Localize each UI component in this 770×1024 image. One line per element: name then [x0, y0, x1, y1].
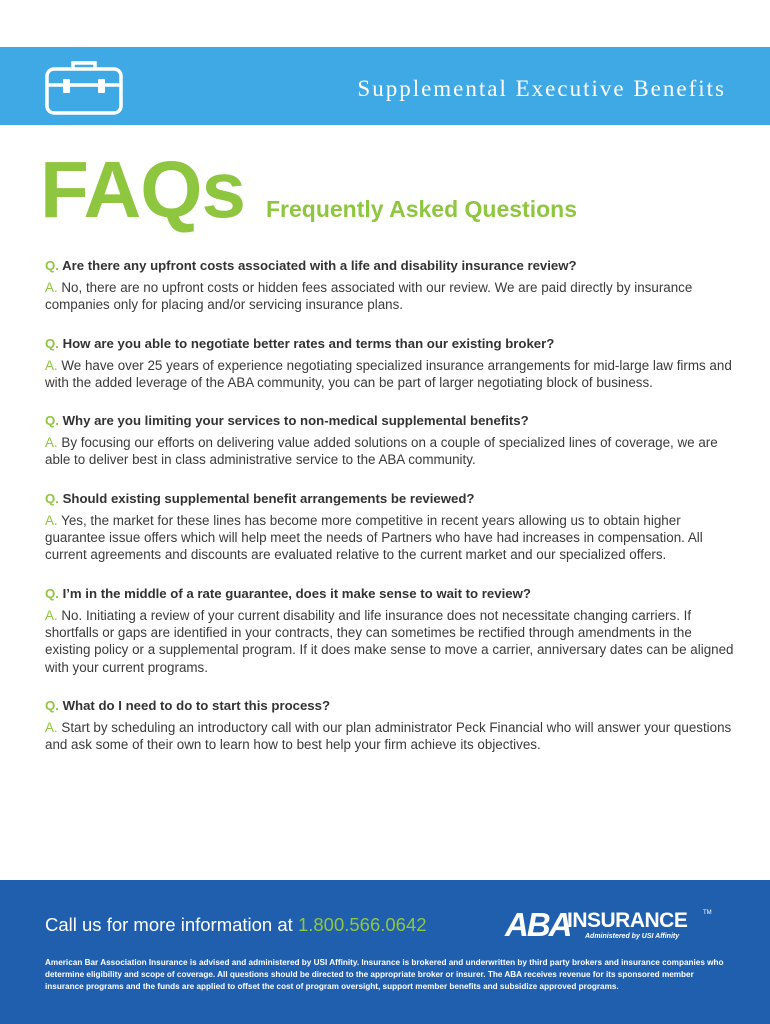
faq-answer [45, 434, 735, 469]
question-text: Are there any upfront costs associated with a life and disability insurance review? [62, 258, 577, 273]
faqs-subheading: Frequently Asked Questions [266, 196, 577, 222]
question-prefix: Q. [45, 490, 59, 506]
aba-logo-admin: Administered by USI Affinity [585, 933, 680, 940]
faq-answer [45, 719, 735, 754]
faq-answer [45, 512, 735, 564]
answer-text: Yes, the market for these lines has become more competitive in recent years allowing us to obtain higher guarantee issue offers which will help meet the needs of Partners who have had increases in compensation. All current agreements and discounts are evaluated relative to the current market and our specialized offers. [45, 512, 703, 563]
call-text: Call us for more information at [45, 914, 298, 935]
faq-answer [45, 357, 735, 392]
question-text: I’m in the middle of a rate guarantee, does it make sense to wait to review? [62, 585, 531, 601]
briefcase-icon [45, 59, 123, 115]
answer-prefix: A. [45, 435, 58, 451]
faqs-heading: FAQs [40, 145, 245, 234]
answer-prefix: A. [45, 280, 58, 295]
faq-question [45, 585, 735, 602]
aba-logo-tm: TM [703, 910, 712, 916]
question-prefix: Q. [45, 413, 59, 429]
answer-text: By focusing our efforts on delivering value added solutions on a couple of specialized lines of coverage, we are able to deliver best in class administrative service to the ABA community. [45, 435, 718, 468]
answer-text: We have over 25 years of experience negotiating specialized insurance arrangements for mid-large law firms and with the added leverage of the ABA community, you can be part of larger negotiating block of business. [45, 357, 732, 390]
faq-answer [45, 607, 735, 676]
faq-question [45, 697, 735, 714]
question-prefix: Q. [45, 585, 59, 601]
question-text: Why are you limiting your services to non-medical supplemental benefits? [62, 413, 529, 429]
question-text: How are you able to negotiate better rates and terms than our existing broker? [62, 335, 555, 351]
phone-number[interactable]: 1.800.566.0642 [297, 914, 427, 935]
question-prefix: Q. [45, 335, 59, 351]
faq-item [45, 697, 735, 754]
faq-item [45, 257, 735, 314]
question-prefix: Q. [45, 258, 59, 273]
aba-insurance-logo [505, 908, 715, 944]
faq-question [45, 257, 735, 274]
answer-prefix: A. [45, 607, 58, 623]
faq-question [45, 335, 735, 352]
faq-item [45, 335, 735, 392]
faq-answer [45, 279, 735, 314]
faq-list [45, 257, 735, 774]
answer-prefix: A. [45, 512, 58, 528]
faq-item [45, 412, 735, 469]
question-text: Should existing supplemental benefit arrangements be reviewed? [62, 490, 475, 506]
header-title: Supplemental Executive Benefits [357, 76, 726, 101]
answer-prefix: A. [45, 357, 58, 373]
aba-logo-name: INSURANCE [567, 909, 688, 932]
answer-text: No. Initiating a review of your current disability and life insurance does not necessitate changing carriers. If shortfalls or gaps are identified in your contracts, they can sometimes be rectified through amendments in the existing policy or a supplemental program. If it does make sense to move a carrier, anniversary dates can be aligned with your current programs. [45, 607, 734, 675]
question-prefix: Q. [45, 697, 59, 713]
answer-prefix: A. [45, 719, 58, 735]
faq-item [45, 490, 735, 564]
disclaimer-text: American Bar Association Insurance is advised and administered by USI Affinity. Insurance is brokered and underwritten by third party brokers and insurance companies who determine eligibility and scope of coverage. All questions should be directed to the appropriate broker or insurer. The ABA receives revenue for its sponsored member insurance programs and the funds are applied to offset the cost of program oversight, support member benefits and subsidize approved programs. [45, 958, 724, 991]
call-to-action [45, 914, 427, 936]
footer-band [0, 880, 770, 1024]
aba-logo-mark: ABA [505, 906, 571, 943]
question-text: What do I need to do to start this process? [62, 697, 331, 713]
faq-question [45, 412, 735, 429]
header-band [0, 47, 770, 125]
answer-text: Start by scheduling an introductory call with our plan administrator Peck Financial who will answer your questions and ask some of their own to learn how to best help your firm achieve its objectives. [45, 719, 732, 753]
faq-item [45, 585, 735, 676]
answer-text: No, there are no upfront costs or hidden fees associated with our review. We are paid directly by insurance companies only for placing and/or servicing insurance plans. [45, 280, 693, 313]
faq-question [45, 490, 735, 507]
